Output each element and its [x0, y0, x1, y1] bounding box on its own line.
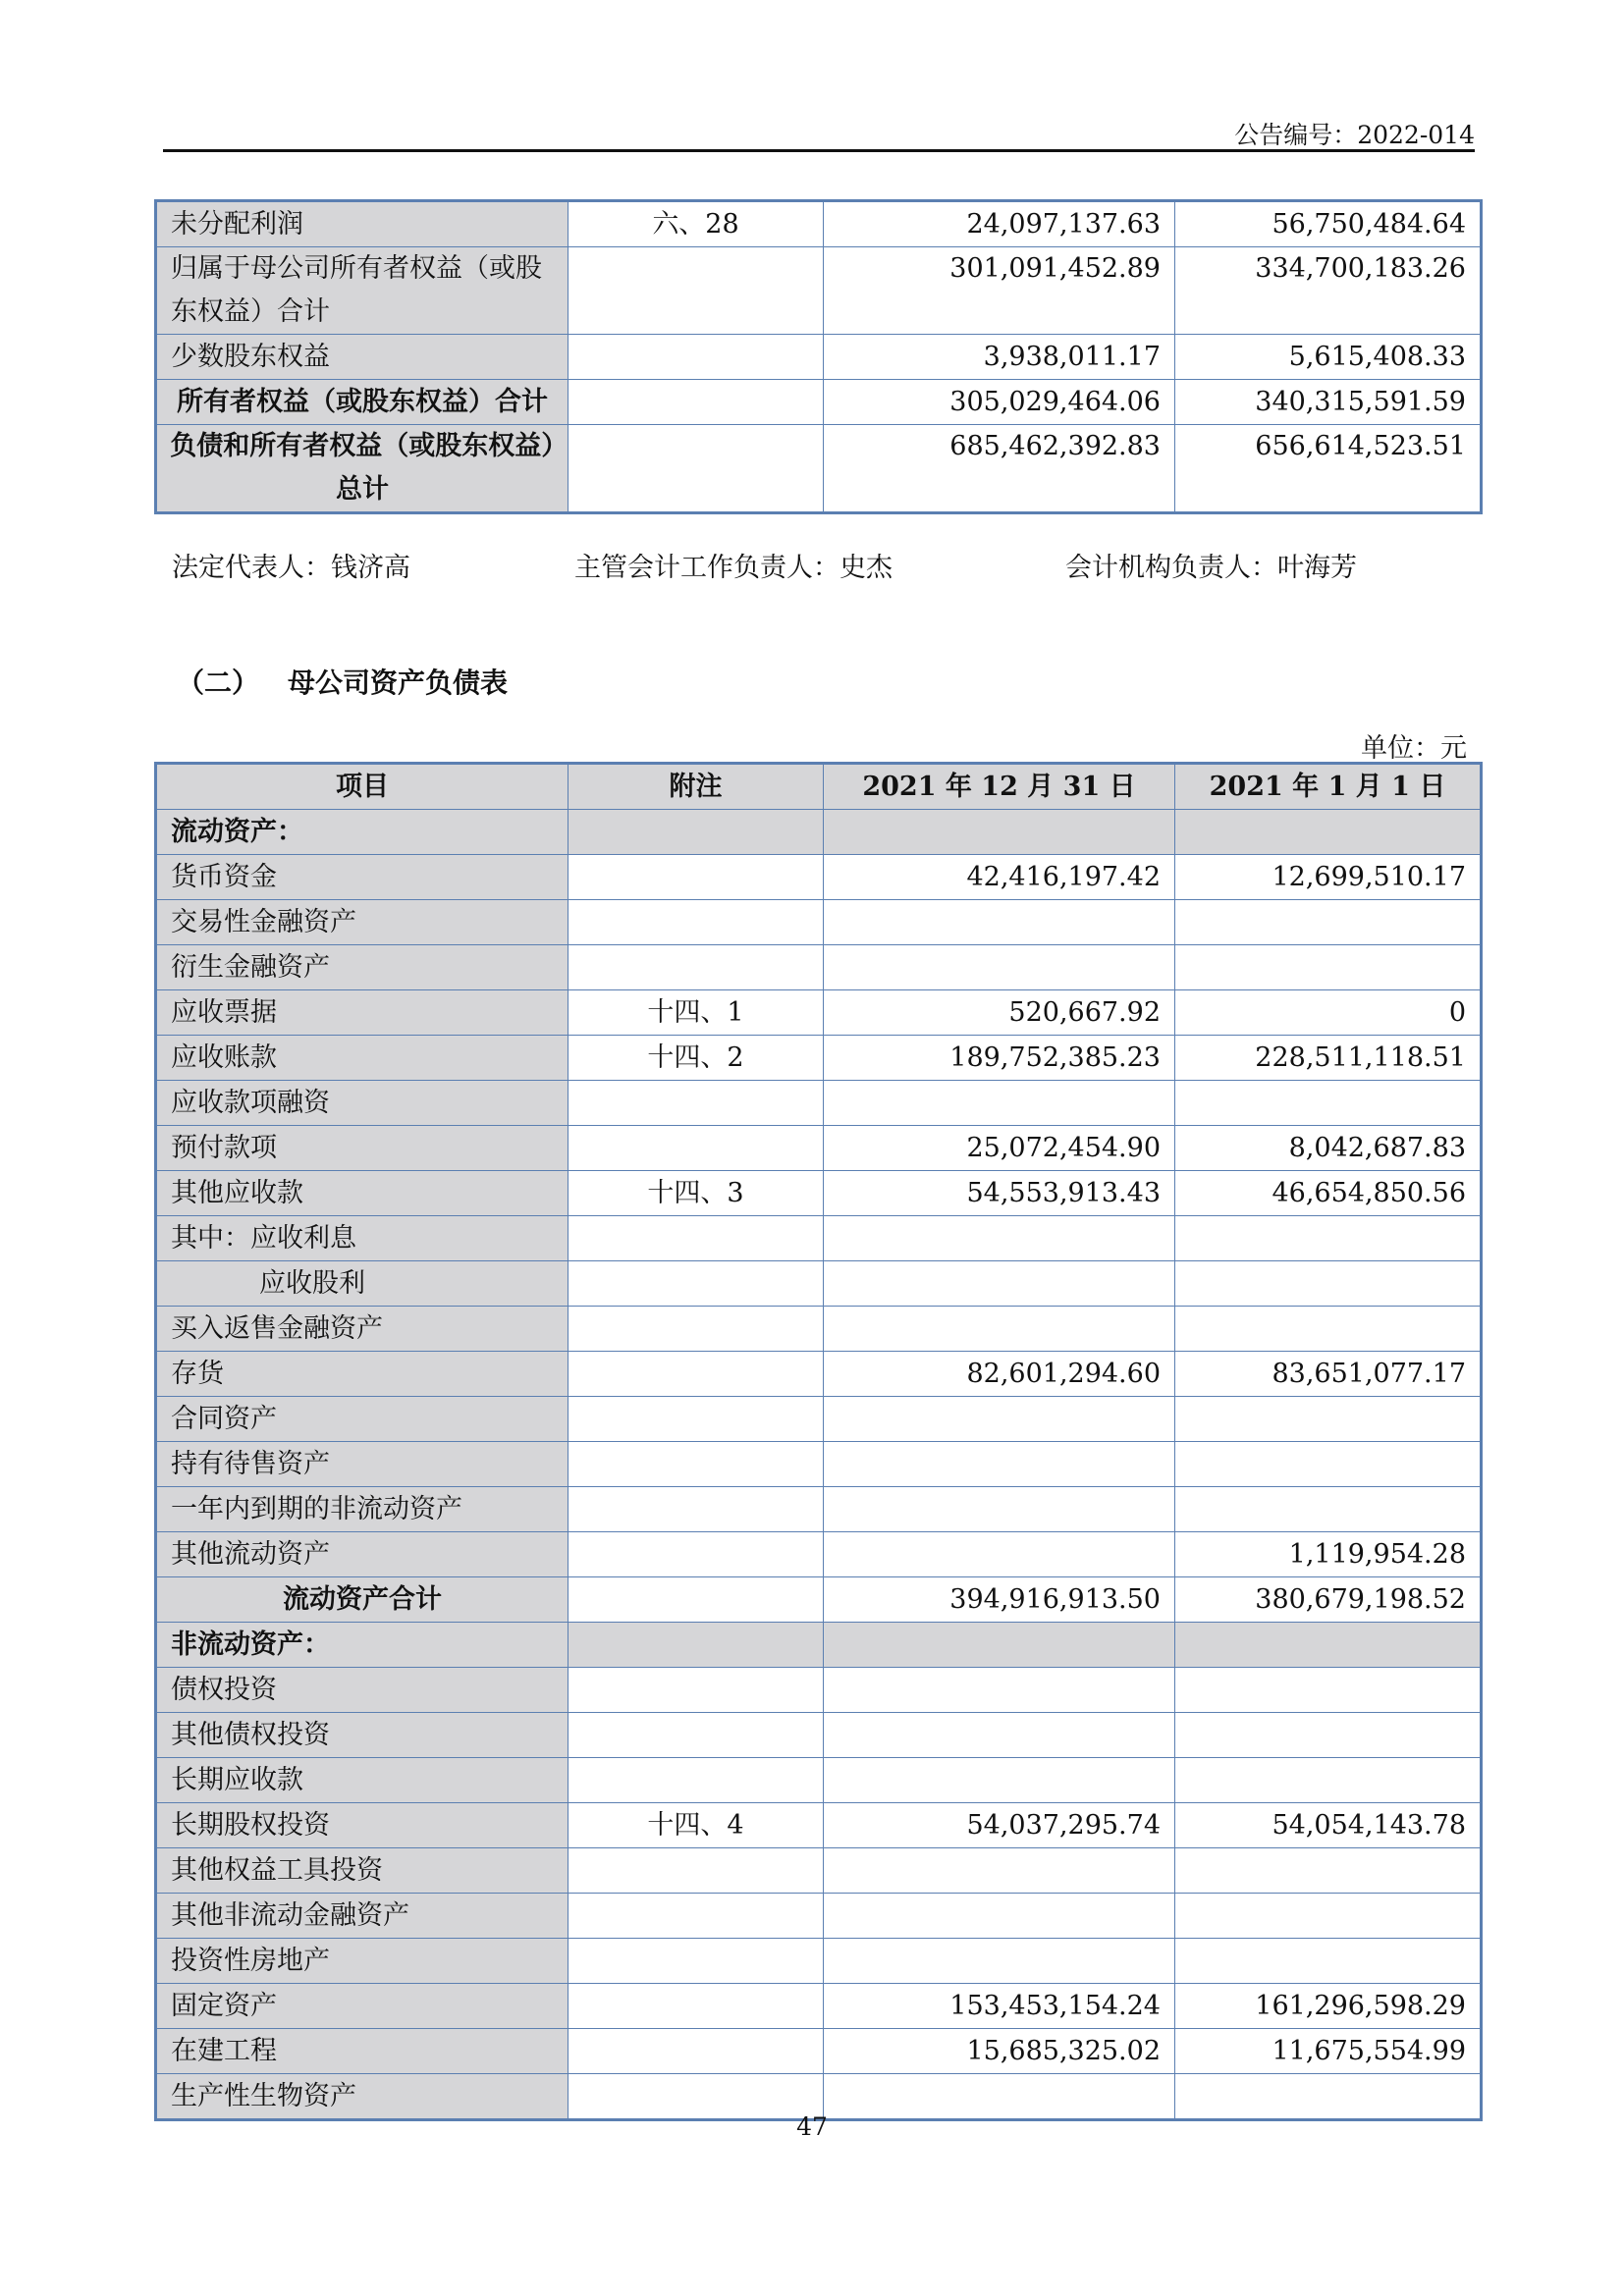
row-label: 长期应收款: [156, 1758, 568, 1803]
row-note: [568, 1442, 824, 1487]
row-label: 其他应收款: [156, 1171, 568, 1216]
row-value-prior: [1175, 900, 1482, 945]
row-note: [568, 1352, 824, 1397]
row-value-current: 15,685,325.02: [824, 2029, 1175, 2074]
row-value-prior: 11,675,554.99: [1175, 2029, 1482, 2074]
row-value-prior: 5,615,408.33: [1175, 335, 1482, 380]
row-value-current: [824, 1713, 1175, 1758]
row-value-current: 394,916,913.50: [824, 1577, 1175, 1623]
table-row: [156, 335, 1482, 380]
section-title-text: 母公司资产负债表: [288, 667, 509, 699]
row-label: 应收股利: [156, 1261, 568, 1307]
row-note: [568, 425, 824, 513]
section-row: [156, 810, 1482, 855]
row-value-current: [824, 945, 1175, 990]
row-value-prior: 46,654,850.56: [1175, 1171, 1482, 1216]
row-note: 十四、3: [568, 1171, 824, 1216]
table-row: [156, 1036, 1482, 1081]
total-row: [156, 1577, 1482, 1623]
row-label: 债权投资: [156, 1668, 568, 1713]
table-row: [156, 1848, 1482, 1894]
row-value-current: [824, 1307, 1175, 1352]
row-value-prior: 54,054,143.78: [1175, 1803, 1482, 1848]
header-period-end: 2021 年 12 月 31 日: [824, 764, 1175, 810]
row-value-current: 54,037,295.74: [824, 1803, 1175, 1848]
table-row: [156, 1668, 1482, 1713]
row-value-prior: 12,699,510.17: [1175, 855, 1482, 900]
row-label: 货币资金: [156, 855, 568, 900]
row-note: [568, 1984, 824, 2029]
table-row: [156, 380, 1482, 425]
accounting-org-head: 会计机构负责人：叶海芳: [1065, 553, 1357, 583]
announcement-code: 公告编号：2022-014: [1234, 121, 1475, 149]
row-value-prior: [1175, 1261, 1482, 1307]
row-value-current: 25,072,454.90: [824, 1126, 1175, 1171]
row-value-prior: [1175, 1487, 1482, 1532]
row-note: 六、28: [568, 201, 824, 247]
row-value-prior: [1175, 1713, 1482, 1758]
row-value-current: [824, 810, 1175, 855]
row-value-current: [824, 1487, 1175, 1532]
row-note: 十四、2: [568, 1036, 824, 1081]
row-label: 少数股东权益: [156, 335, 568, 380]
row-label: 持有待售资产: [156, 1442, 568, 1487]
table-row: [156, 1126, 1482, 1171]
row-label: 所有者权益（或股东权益）合计: [156, 380, 568, 425]
row-value-prior: [1175, 1216, 1482, 1261]
row-note: [568, 945, 824, 990]
row-value-current: 54,553,913.43: [824, 1171, 1175, 1216]
row-label: 生产性生物资产: [156, 2074, 568, 2120]
table-row: [156, 1442, 1482, 1487]
row-value-prior: [1175, 1668, 1482, 1713]
row-value-current: [824, 1848, 1175, 1894]
row-value-prior: [1175, 945, 1482, 990]
row-note: 十四、1: [568, 990, 824, 1036]
parent-balance-sheet-table: [154, 762, 1483, 2121]
row-label: 固定资产: [156, 1984, 568, 2029]
row-value-current: 82,601,294.60: [824, 1352, 1175, 1397]
row-value-current: [824, 1623, 1175, 1668]
row-note: [568, 1532, 824, 1577]
row-value-current: [824, 1081, 1175, 1126]
section-row: [156, 1623, 1482, 1668]
row-value-current: 42,416,197.42: [824, 855, 1175, 900]
row-value-current: [824, 900, 1175, 945]
row-value-prior: [1175, 1307, 1482, 1352]
page-number: 47: [796, 2112, 828, 2141]
table-row: [156, 855, 1482, 900]
section-title: [177, 662, 508, 701]
table-row: [156, 1803, 1482, 1848]
row-note: [568, 1307, 824, 1352]
row-note: [568, 1216, 824, 1261]
row-label: 其中：应收利息: [156, 1216, 568, 1261]
row-label: 交易性金融资产: [156, 900, 568, 945]
row-value-prior: 8,042,687.83: [1175, 1126, 1482, 1171]
table-row: [156, 1216, 1482, 1261]
row-value-prior: [1175, 1758, 1482, 1803]
row-label: 应收账款: [156, 1036, 568, 1081]
row-note: 十四、4: [568, 1803, 824, 1848]
row-note: [568, 1081, 824, 1126]
row-note: [568, 380, 824, 425]
row-label: 长期股权投资: [156, 1803, 568, 1848]
table-row: [156, 1894, 1482, 1939]
row-value-current: [824, 1397, 1175, 1442]
row-note: [568, 335, 824, 380]
table-row: [156, 1261, 1482, 1307]
row-label: 存货: [156, 1352, 568, 1397]
row-value-prior: [1175, 1939, 1482, 1984]
row-label: 买入返售金融资产: [156, 1307, 568, 1352]
row-label: 其他非流动金融资产: [156, 1894, 568, 1939]
row-value-current: [824, 1532, 1175, 1577]
row-value-prior: 334,700,183.26: [1175, 247, 1482, 335]
row-value-current: 189,752,385.23: [824, 1036, 1175, 1081]
table-row: [156, 1397, 1482, 1442]
row-value-current: 3,938,011.17: [824, 335, 1175, 380]
row-note: [568, 1126, 824, 1171]
table-row: [156, 1171, 1482, 1216]
row-value-prior: 656,614,523.51: [1175, 425, 1482, 513]
row-value-prior: 1,119,954.28: [1175, 1532, 1482, 1577]
row-label: 负债和所有者权益（或股东权益）总计: [156, 425, 568, 513]
section-number: （二）: [177, 667, 260, 699]
row-note: [568, 900, 824, 945]
table-row: [156, 990, 1482, 1036]
table-row: [156, 1081, 1482, 1126]
table-row: [156, 900, 1482, 945]
row-value-prior: 83,651,077.17: [1175, 1352, 1482, 1397]
row-note: [568, 1397, 824, 1442]
row-value-prior: 340,315,591.59: [1175, 380, 1482, 425]
row-value-prior: 56,750,484.64: [1175, 201, 1482, 247]
legal-representative: 法定代表人：钱济高: [172, 553, 410, 583]
equity-summary-table: [154, 199, 1483, 514]
row-value-prior: 228,511,118.51: [1175, 1036, 1482, 1081]
row-value-prior: [1175, 1081, 1482, 1126]
row-value-prior: 161,296,598.29: [1175, 1984, 1482, 2029]
row-value-prior: [1175, 810, 1482, 855]
row-note: [568, 1939, 824, 1984]
row-note: [568, 1848, 824, 1894]
row-label: 在建工程: [156, 2029, 568, 2074]
row-value-current: 153,453,154.24: [824, 1984, 1175, 2029]
row-note: [568, 1758, 824, 1803]
table-row: [156, 1352, 1482, 1397]
row-label: 非流动资产：: [156, 1623, 568, 1668]
row-value-current: [824, 1668, 1175, 1713]
row-value-current: [824, 1216, 1175, 1261]
row-value-prior: [1175, 1848, 1482, 1894]
row-value-current: [824, 1894, 1175, 1939]
row-value-prior: [1175, 1442, 1482, 1487]
header-period-start: 2021 年 1 月 1 日: [1175, 764, 1482, 810]
row-value-current: 305,029,464.06: [824, 380, 1175, 425]
row-note: [568, 2029, 824, 2074]
row-note: [568, 1668, 824, 1713]
table-row: [156, 1713, 1482, 1758]
row-note: [568, 1577, 824, 1623]
table-row: [156, 945, 1482, 990]
row-value-current: [824, 1261, 1175, 1307]
row-label: 应收款项融资: [156, 1081, 568, 1126]
row-value-current: [824, 1442, 1175, 1487]
row-label: 流动资产：: [156, 810, 568, 855]
row-label: 归属于母公司所有者权益（或股东权益）合计: [156, 247, 568, 335]
row-label: 投资性房地产: [156, 1939, 568, 1984]
table-header-row: [156, 764, 1482, 810]
header-rule: [163, 149, 1475, 152]
table-row: [156, 2029, 1482, 2074]
table-row: [156, 1487, 1482, 1532]
row-value-current: 520,667.92: [824, 990, 1175, 1036]
row-note: [568, 1713, 824, 1758]
row-label: 其他流动资产: [156, 1532, 568, 1577]
table-row: [156, 1307, 1482, 1352]
row-label: 其他债权投资: [156, 1713, 568, 1758]
row-label: 合同资产: [156, 1397, 568, 1442]
row-label: 流动资产合计: [156, 1577, 568, 1623]
row-label: 预付款项: [156, 1126, 568, 1171]
row-label: 应收票据: [156, 990, 568, 1036]
row-note: [568, 247, 824, 335]
table-row: [156, 1758, 1482, 1803]
row-note: [568, 1487, 824, 1532]
header-note: 附注: [568, 764, 824, 810]
table-row: [156, 1939, 1482, 1984]
row-value-prior: [1175, 1894, 1482, 1939]
unit-label: 单位：元: [1361, 733, 1467, 764]
row-label: 一年内到期的非流动资产: [156, 1487, 568, 1532]
row-note: [568, 810, 824, 855]
row-label: 衍生金融资产: [156, 945, 568, 990]
table-row: [156, 1984, 1482, 2029]
table-row: [156, 201, 1482, 247]
table-row: [156, 247, 1482, 335]
row-label: 未分配利润: [156, 201, 568, 247]
table-row: [156, 1532, 1482, 1577]
row-value-current: [824, 1939, 1175, 1984]
row-value-current: 24,097,137.63: [824, 201, 1175, 247]
row-value-prior: [1175, 1397, 1482, 1442]
accounting-head: 主管会计工作负责人：史杰: [574, 553, 893, 583]
row-note: [568, 855, 824, 900]
header-item: 项目: [156, 764, 568, 810]
row-value-current: 301,091,452.89: [824, 247, 1175, 335]
row-note: [568, 1894, 824, 1939]
row-note: [568, 1261, 824, 1307]
row-value-prior: 0: [1175, 990, 1482, 1036]
row-label: 其他权益工具投资: [156, 1848, 568, 1894]
table-row: [156, 425, 1482, 513]
row-value-current: [824, 1758, 1175, 1803]
row-value-prior: [1175, 1623, 1482, 1668]
row-value-current: 685,462,392.83: [824, 425, 1175, 513]
row-value-prior: 380,679,198.52: [1175, 1577, 1482, 1623]
row-note: [568, 1623, 824, 1668]
